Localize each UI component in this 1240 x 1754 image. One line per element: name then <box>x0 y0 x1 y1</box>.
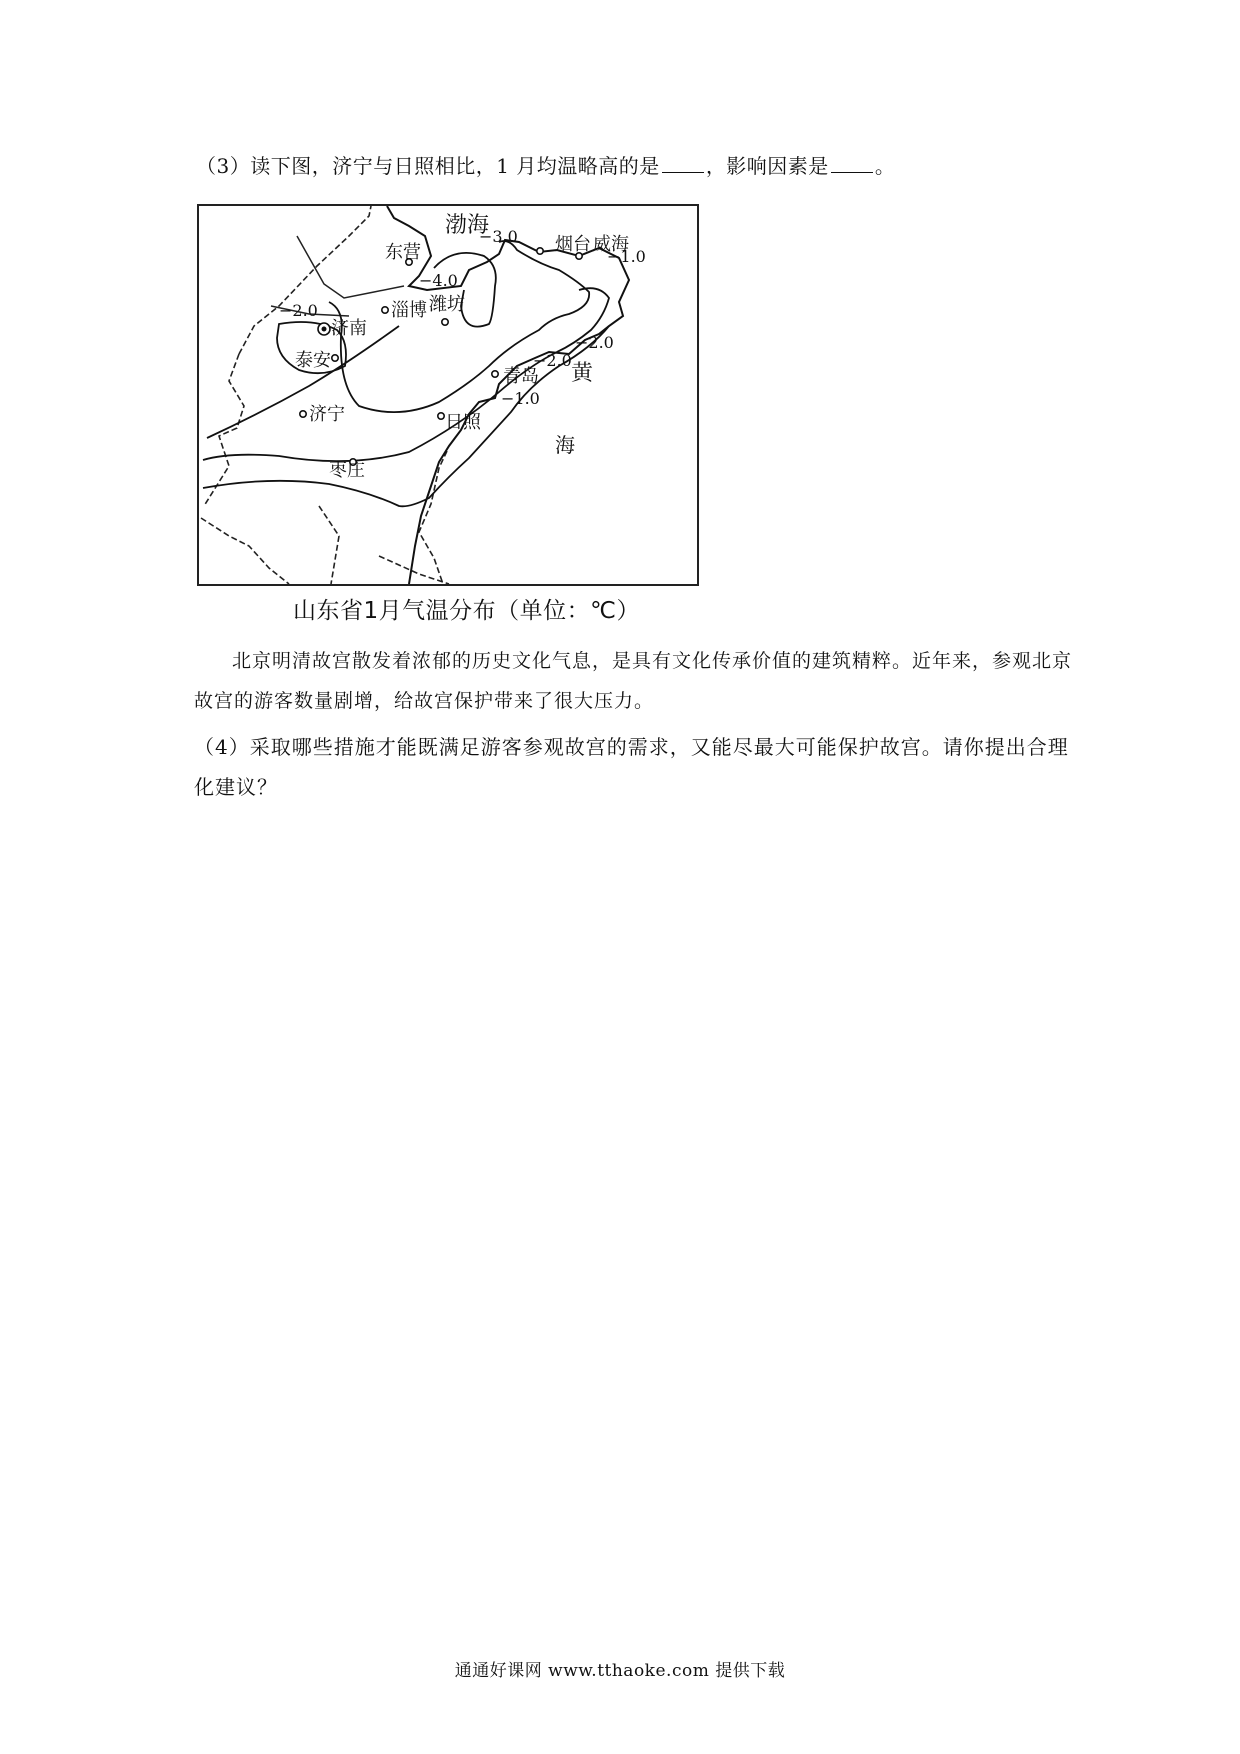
yantai-marker <box>537 248 543 254</box>
zibo-label: 淄博 <box>391 300 427 321</box>
rizhao-label: 日照 <box>445 412 481 433</box>
isotherm-lines <box>203 241 609 506</box>
zibo-marker <box>382 307 388 313</box>
weifang-label: 潍坊 <box>429 294 465 315</box>
isotherm-label-m1-south: −1.0 <box>501 389 540 408</box>
isotherm-label-m1-east: −1.0 <box>607 247 646 266</box>
zaozhuang-label: 枣庄 <box>329 460 365 481</box>
rizhao-marker <box>438 413 444 419</box>
weifang-marker <box>442 319 448 325</box>
passage-paragraph: 北京明清故宫散发着浓郁的历史文化气息，是具有文化传承价值的建筑精粹。近年来，参观北京故宫的游客数量剧增，给故宫保护带来了很大压力。 <box>194 650 1073 712</box>
page-footer: 通通好课网 www.tthaoke.com 提供下载 <box>454 1661 786 1681</box>
question-4: （4）采取哪些措施才能既满足游客参观故宫的需求，又能尽最大可能保护故宫。请你提出合理化建议？ <box>194 735 1069 799</box>
weihai-label: 威海 <box>593 234 629 255</box>
question-3-suffix: 。 <box>874 154 896 178</box>
question-3-prefix: （3）读下图，济宁与日照相比，1 月均温略高的是 <box>196 154 660 178</box>
qingdao-label: 青岛 <box>503 366 539 387</box>
taian-label: 泰安 <box>295 350 331 371</box>
huanghai-label-2: 海 <box>555 433 575 457</box>
jinan-label: 济南 <box>331 318 367 339</box>
answer-blank-2[interactable] <box>831 154 873 173</box>
answer-blank-1[interactable] <box>662 154 704 173</box>
huanghai-label-1: 黄 <box>571 361 594 386</box>
jining-label: 济宁 <box>309 404 345 425</box>
qingdao-marker <box>492 371 498 377</box>
isotherm-label-m2-south: −2.0 <box>533 351 572 370</box>
isotherm-label-m4: −4.0 <box>419 271 458 290</box>
map-caption: 山东省1月气温分布（单位：℃） <box>293 598 640 624</box>
taian-marker <box>332 355 338 361</box>
isotherm-label-m2-west: −2.0 <box>279 301 318 320</box>
yantai-label: 烟台 <box>555 234 591 255</box>
jining-marker <box>300 411 306 417</box>
dongying-label: 东营 <box>385 242 421 263</box>
jinan-capital-dot <box>322 327 327 332</box>
isotherm-label-m3: −3.0 <box>479 227 518 246</box>
question-3-middle: ，影响因素是 <box>705 154 829 178</box>
isotherm-label-m2-east: −2.0 <box>575 333 614 352</box>
bohai-label: 渤海 <box>445 213 490 238</box>
shandong-temperature-map <box>197 204 699 586</box>
question-3 <box>196 150 895 179</box>
map-svg <box>199 206 697 584</box>
